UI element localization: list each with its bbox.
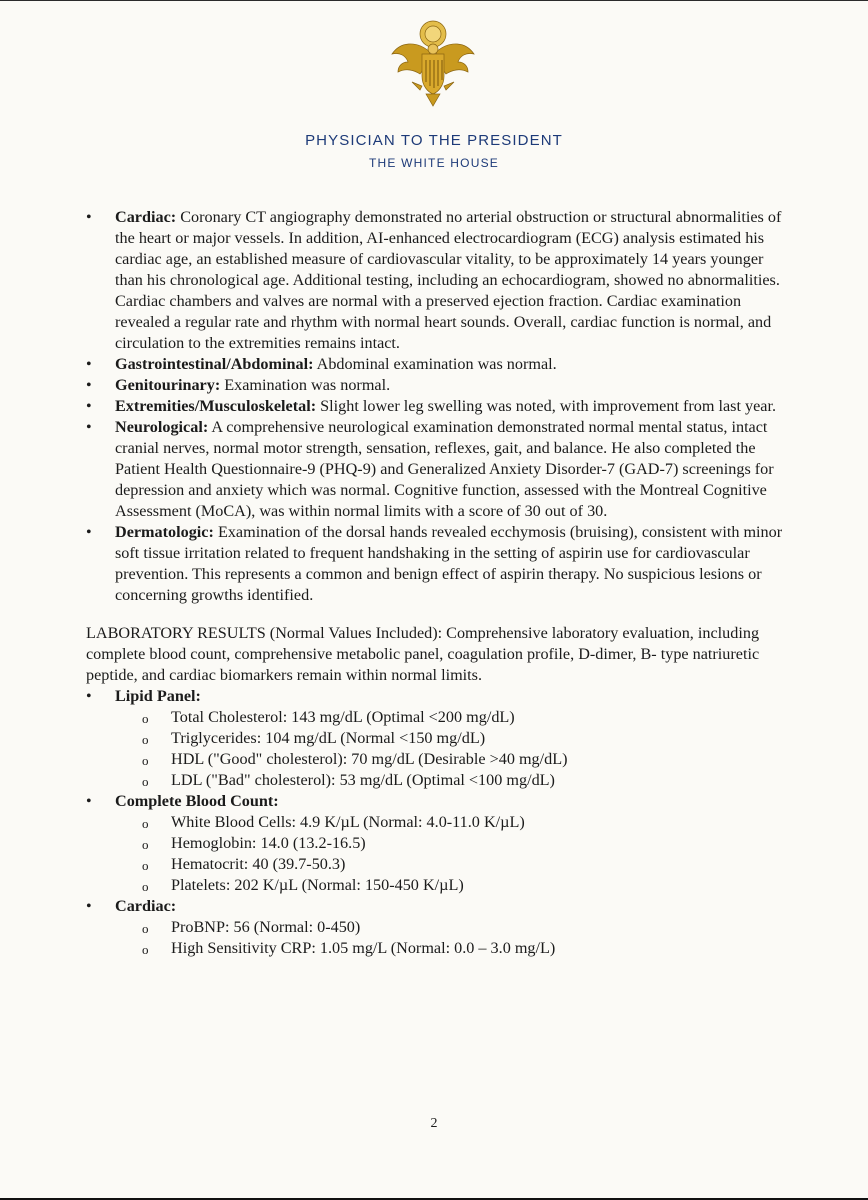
lab-group-title: Cardiac: <box>115 897 177 915</box>
lab-group-cbc <box>86 791 788 896</box>
lab-group-title: Complete Blood Count: <box>115 792 279 810</box>
lab-item: o Total Cholesterol: 143 mg/dL (Optimal <200 mg/dL) <box>115 707 788 728</box>
finding-label: Cardiac: <box>115 208 177 226</box>
finding-text: Abdominal examination was normal. <box>313 355 557 373</box>
finding-text: Examination was normal. <box>220 376 391 394</box>
finding-dermatologic <box>86 522 788 606</box>
page-top-edge <box>0 0 868 1</box>
lab-item: o Hemoglobin: 14.0 (13.2-16.5) <box>115 833 788 854</box>
finding-cardiac <box>86 207 788 354</box>
lab-item: o White Blood Cells: 4.9 K/µL (Normal: 4.0-11.0 K/µL) <box>115 812 788 833</box>
finding-text: Coronary CT angiography demonstrated no arterial obstruction or structural abnormalities of the heart or major vessels. In addition, AI-enhanced electrocardiogram (ECG) analysis estimated his cardiac age, an established measure of cardiovascular vitality, to be approximately 14 years younger than his chronological age. Additional testing, including an echocardiogram, showed no abnormalities. Cardiac chambers and valves are normal with a preserved ejection fraction. Cardiac examination revealed a regular rate and rhythm with normal heart sounds. Overall, cardiac function is normal, and circulation to the extremities remains intact. <box>115 208 782 352</box>
presidential-seal-icon <box>386 16 480 110</box>
finding-label: Extremities/Musculoskeletal: <box>115 397 317 415</box>
finding-text: A comprehensive neurological examination demonstrated normal mental status, intact cranial nerves, normal motor strength, sensation, reflexes, gait, and balance. He also completed the Patient Health Questionnaire-9 (PHQ-9) and Generalized Anxiety Disorder-7 (GAD-7) screenings for depression and anxiety which was normal. Cognitive function, assessed with the Montreal Cognitive Assessment (MoCA), was within normal limits with a score of 30 out of 30. <box>115 418 774 520</box>
letterhead-subtitle: THE WHITE HOUSE <box>368 156 499 170</box>
lab-item: o Triglycerides: 104 mg/dL (Normal <150 mg/dL) <box>115 728 788 749</box>
lab-sub-list <box>115 917 788 959</box>
finding-label: Dermatologic: <box>115 523 214 541</box>
lab-item: o LDL ("Bad" cholesterol): 53 mg/dL (Optimal <100 mg/dL) <box>115 770 788 791</box>
document-body <box>86 207 788 959</box>
finding-text: Examination of the dorsal hands revealed ecchymosis (bruising), consistent with minor soft tissue irritation related to frequent handshaking in the setting of aspirin use for cardiovascular prevention. This represents a common and benign effect of aspirin therapy. No suspicious lesions or concerning growths identified. <box>115 523 783 604</box>
lab-group-lipid <box>86 686 788 791</box>
lab-item: o HDL ("Good" cholesterol): 70 mg/dL (Desirable >40 mg/dL) <box>115 749 788 770</box>
finding-label: Neurological: <box>115 418 209 436</box>
lab-item: o High Sensitivity CRP: 1.05 mg/L (Normal: 0.0 – 3.0 mg/L) <box>115 938 788 959</box>
finding-genitourinary <box>86 375 788 396</box>
letterhead-title: PHYSICIAN TO THE PRESIDENT <box>305 132 563 149</box>
finding-text: Slight lower leg swelling was noted, with improvement from last year. <box>316 397 777 415</box>
finding-label: Genitourinary: <box>115 376 221 394</box>
page-number: 2 <box>430 1116 438 1131</box>
lab-sub-list <box>115 707 788 791</box>
lab-group-cardiac <box>86 896 788 959</box>
finding-label: Gastrointestinal/Abdominal: <box>115 355 314 373</box>
lab-item: o Hematocrit: 40 (39.7-50.3) <box>115 854 788 875</box>
lab-results-list <box>86 686 788 959</box>
exam-findings-list <box>86 207 788 606</box>
finding-neurological <box>86 417 788 522</box>
lab-group-title: Lipid Panel: <box>115 687 201 705</box>
lab-item: o Platelets: 202 K/µL (Normal: 150-450 K/µL) <box>115 875 788 896</box>
lab-results-intro: LABORATORY RESULTS (Normal Values Included): Comprehensive laboratory evaluation, including complete blood count, comprehensive metabolic panel, coagulation profile, D-dimer, B- type natriuretic peptide, and cardiac biomarkers remain within normal limits. <box>86 624 760 684</box>
lab-item: o ProBNP: 56 (Normal: 0-450) <box>115 917 788 938</box>
lab-sub-list <box>115 812 788 896</box>
finding-extremities <box>86 396 788 417</box>
finding-gastrointestinal <box>86 354 788 375</box>
